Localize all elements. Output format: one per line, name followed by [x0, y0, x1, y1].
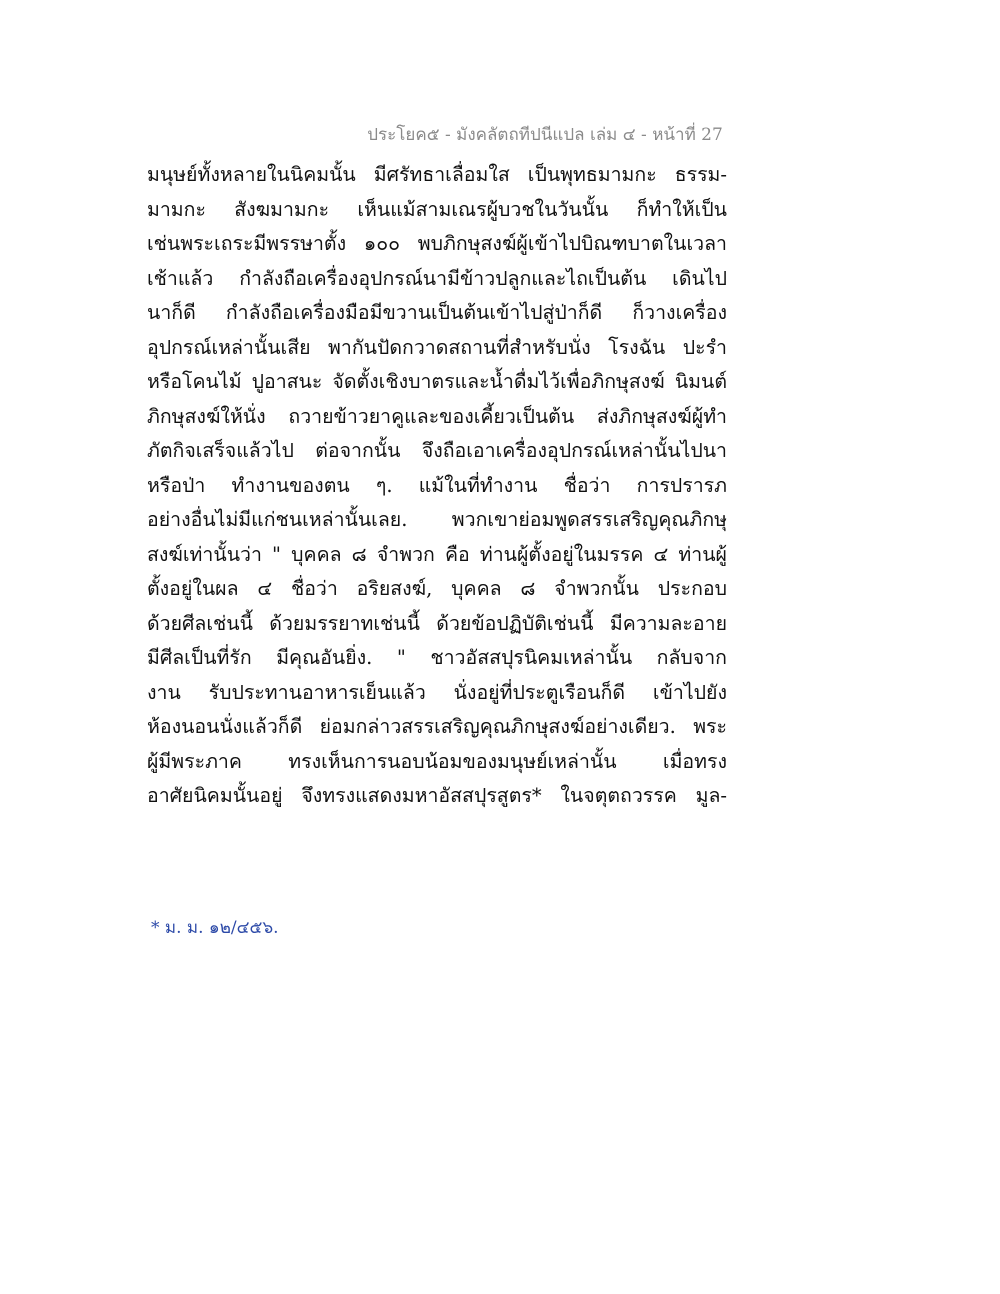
text-line: ผู้มีพระภาค ทรงเห็นการนอบน้อมของมนุษย์เหล่านั้น เมื่อทรง [147, 749, 727, 773]
text-line: งาน รับประทานอาหารเย็นแล้ว นั่งอยู่ที่ประตูเรือนก็ดี เข้าไปยัง [147, 680, 727, 704]
text-line: นาก็ดี กำลังถือเครื่องมือมีขวานเป็นต้นเข้าไปสู่ป่าก็ดี ก็วางเครื่อง [147, 301, 727, 324]
text-line: ด้วยศีลเช่นนี้ ด้วยมรรยาทเช่นนี้ ด้วยข้อปฏิบัติเช่นนี้ มีความละอาย [147, 611, 727, 635]
text-line: ห้องนอนนั่งแล้วก็ดี ย่อมกล่าวสรรเสริญคุณภิกษุสงฆ์อย่างเดียว. พระ [147, 715, 727, 738]
text-line: มีศีลเป็นที่รัก มีคุณอันยิ่ง. " ชาวอัสสปุรนิคมเหล่านั้น กลับจาก [147, 646, 727, 669]
text-line: มนุษย์ทั้งหลายในนิคมนั้น มีศรัทธาเลื่อมใส เป็นพุทธมามกะ ธรรม- [147, 163, 727, 186]
text-line: เช่นพระเถระมีพรรษาตั้ง ๑๐๐ พบภิกษุสงฆ์ผู้เข้าไปบิณฑบาตในเวลา [147, 232, 727, 255]
page-header [0, 121, 1000, 148]
text-line: อุปกรณ์เหล่านั้นเสีย พากันปัดกวาดสถานที่สำหรับนั่ง โรงฉัน ปะรำ [147, 335, 727, 359]
text-line: ภิกษุสงฆ์ให้นั่ง ถวายข้าวยาคูและของเคี้ยวเป็นต้น ส่งภิกษุสงฆ์ผู้ทำ [147, 404, 727, 428]
page-header-text: ประโยค๕ - มังคลัตถทีปนีแปล เล่ม ๔ - หน้าที่ 27 [367, 125, 723, 145]
text-line: หรือโคนไม้ ปูอาสนะ จัดตั้งเชิงบาตรและน้ำดื่มไว้เพื่อภิกษุสงฆ์ นิมนต์ [147, 370, 727, 393]
text-line: สงฆ์เท่านั้นว่า " บุคคล ๘ จำพวก คือ ท่านผู้ตั้งอยู่ในมรรค ๔ ท่านผู้ [147, 542, 727, 566]
text-line: อาศัยนิคมนั้นอยู่ จึงทรงแสดงมหาอัสสปุรสูตร* ในจตุตถวรรค มูล- [147, 784, 727, 807]
footnote: * ม. ม. ๑๒/๔๕๖. [151, 918, 279, 938]
body-text [147, 158, 727, 814]
text-line: ตั้งอยู่ในผล ๔ ชื่อว่า อริยสงฆ์, บุคคล ๘ จำพวกนั้น ประกอบ [147, 577, 727, 600]
text-line: มามกะ สังฆมามกะ เห็นแม้สามเณรผู้บวชในวันนั้น ก็ทำให้เป็น [147, 197, 727, 221]
text-line: หรือป่า ทำงานของตน ๆ. แม้ในที่ทำงาน ชื่อว่า การปรารภ [147, 473, 727, 497]
text-line: เช้าแล้ว กำลังถือเครื่องอุปกรณ์นามีข้าวปลูกและไถเป็นต้น เดินไป [147, 266, 727, 290]
text-line: ภัตกิจเสร็จแล้วไป ต่อจากนั้น จึงถือเอาเครื่องอุปกรณ์เหล่านั้นไปนา [147, 439, 727, 462]
text-line: อย่างอื่นไม่มีแก่ชนเหล่านั้นเลย. พวกเขาย่อมพูดสรรเสริญคุณภิกษุ [147, 508, 727, 531]
